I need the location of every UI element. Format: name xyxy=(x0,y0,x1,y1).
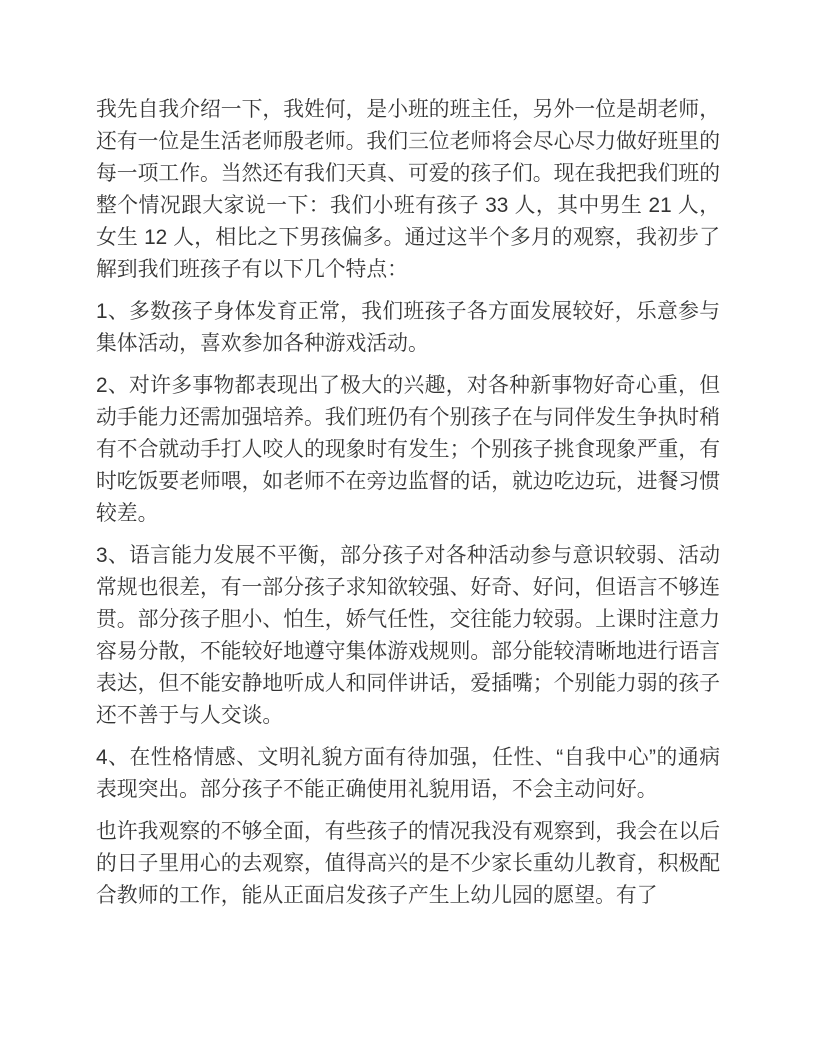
paragraph: 4、在性格情感、文明礼貌方面有待加强，任性、“自我中心”的通病表现突出。部分孩子不能正确使用礼貌用语，不会主动问好。 xyxy=(96,746,720,801)
paragraph: 也许我观察的不够全面，有些孩子的情况我没有观察到，我会在以后的日子里用心的去观察，值得高兴的是不少家长重幼儿教育，积极配合教师的工作，能从正面启发孩子产生上幼儿园的愿望。有了 xyxy=(96,820,720,907)
paragraph: 2、对许多事物都表现出了极大的兴趣，对各种新事物好奇心重，但动手能力还需加强培养。我们班仍有个别孩子在与同伴发生争执时稍有不合就动手打人咬人的现象时有发生；个别孩子挑食现象严重，有时吃饭要老师喂，如老师不在旁边监督的话，就边吃边玩，进餐习惯较差。 xyxy=(96,374,720,525)
paragraph: 3、语言能力发展不平衡，部分孩子对各种活动参与意识较弱、活动常规也很差，有一部分孩子求知欲较强、好奇、好问，但语言不够连贯。部分孩子胆小、怕生，娇气任性，交往能力较弱。上课时注意力容易分散，不能较好地遵守集体游戏规则。部分能较清晰地进行语言表达，但不能安静地听成人和同伴讲话，爱插嘴；个别能力弱的孩子还不善于与人交谈。 xyxy=(96,544,720,727)
paragraph: 我先自我介绍一下，我姓何，是小班的班主任，另外一位是胡老师，还有一位是生活老师殷老师。我们三位老师将会尽心尽力做好班里的每一项工作。当然还有我们天真、可爱的孩子们。现在我把我们班的整个情况跟大家说一下：我们小班有孩子 33 人，其中男生 21 人，女生 12 人，相比之下男孩偏多。通过这半个多月的观察，我初步了解到我们班孩子有以下几个特点： xyxy=(96,98,720,281)
paragraph: 1、多数孩子身体发育正常，我们班孩子各方面发展较好，乐意参与集体活动，喜欢参加各种游戏活动。 xyxy=(96,300,720,355)
document-body xyxy=(96,94,720,912)
